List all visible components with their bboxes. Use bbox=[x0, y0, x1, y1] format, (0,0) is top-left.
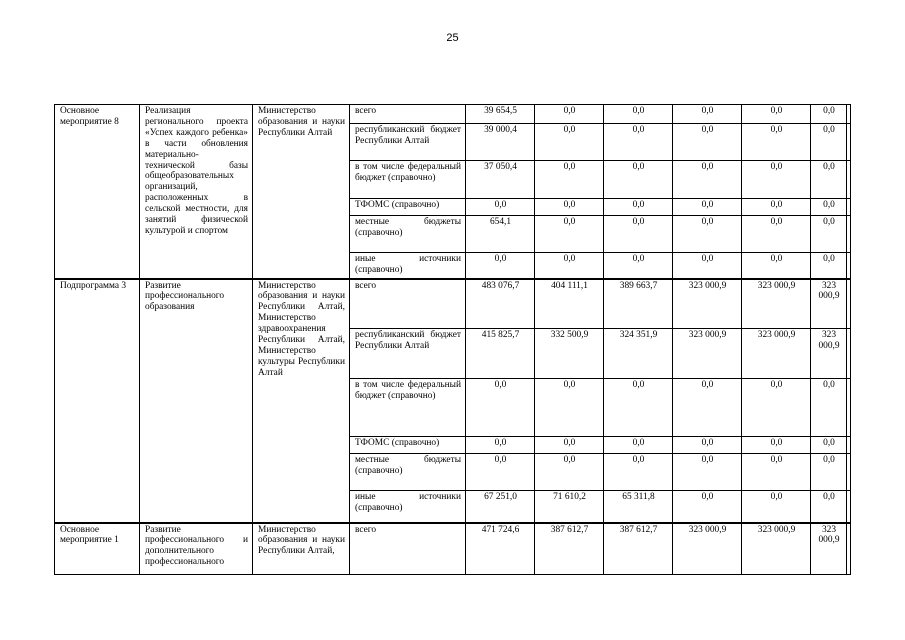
value-cell: 0,0 bbox=[811, 216, 847, 253]
value-cell: 0,0 bbox=[742, 124, 811, 161]
funding-source-cell: республиканский бюджет Республики Алтай bbox=[350, 124, 466, 161]
table-row bbox=[55, 279, 851, 329]
value-cell: 0,0 bbox=[742, 379, 811, 437]
value-cell: 0,0 bbox=[535, 124, 604, 161]
value-cell: 0,0 bbox=[673, 105, 742, 124]
value-cell: 0,0 bbox=[811, 161, 847, 199]
value-cell: 323 000,9 bbox=[673, 329, 742, 379]
spacer-cell bbox=[847, 253, 851, 279]
spacer-cell bbox=[847, 161, 851, 199]
value-cell: 0,0 bbox=[811, 199, 847, 216]
value-cell: 0,0 bbox=[466, 199, 535, 216]
executor-cell: Министерство образования и науки Республики Алтай, bbox=[253, 523, 350, 575]
funding-source-cell: местные бюджеты (справочно) bbox=[350, 216, 466, 253]
spacer-cell bbox=[847, 329, 851, 379]
value-cell: 323 000,9 bbox=[673, 279, 742, 329]
page-number: 25 bbox=[446, 32, 459, 44]
program-name-cell: Реализация регионального проекта «Успех каждого ребенка» в части обновления материально-технической базы общеобразовательных организаций, расположенных в сельской местности, для занятий физической культурой и спортом bbox=[140, 105, 253, 279]
value-cell: 0,0 bbox=[466, 253, 535, 279]
value-cell: 0,0 bbox=[673, 161, 742, 199]
value-cell: 0,0 bbox=[604, 437, 673, 454]
spacer-cell bbox=[847, 437, 851, 454]
value-cell: 0,0 bbox=[742, 199, 811, 216]
value-cell: 0,0 bbox=[811, 379, 847, 437]
value-cell: 0,0 bbox=[673, 124, 742, 161]
funding-source-cell: республиканский бюджет Республики Алтай bbox=[350, 329, 466, 379]
program-code-cell: Основное мероприятие 8 bbox=[55, 105, 140, 279]
table-row bbox=[55, 105, 851, 124]
funding-source-cell: всего bbox=[350, 105, 466, 124]
spacer-cell bbox=[847, 454, 851, 491]
value-cell: 0,0 bbox=[742, 454, 811, 491]
value-cell: 0,0 bbox=[742, 216, 811, 253]
value-cell: 0,0 bbox=[466, 379, 535, 437]
value-cell: 0,0 bbox=[742, 161, 811, 199]
funding-source-cell: в том числе федеральный бюджет (справочно) bbox=[350, 379, 466, 437]
value-cell: 323 000,9 bbox=[742, 329, 811, 379]
value-cell: 324 351,9 bbox=[604, 329, 673, 379]
executor-cell: Министерство образования и науки Республики Алтай bbox=[253, 105, 350, 279]
spacer-cell bbox=[847, 124, 851, 161]
value-cell: 0,0 bbox=[604, 379, 673, 437]
value-cell: 0,0 bbox=[673, 199, 742, 216]
program-code-cell: Подпрограмма 3 bbox=[55, 279, 140, 523]
value-cell: 37 050,4 bbox=[466, 161, 535, 199]
value-cell: 0,0 bbox=[535, 253, 604, 279]
value-cell: 654,1 bbox=[466, 216, 535, 253]
value-cell: 387 612,7 bbox=[535, 523, 604, 575]
value-cell: 0,0 bbox=[604, 124, 673, 161]
value-cell: 323 000,9 bbox=[742, 279, 811, 329]
value-cell: 0,0 bbox=[604, 105, 673, 124]
funding-source-cell: местные бюджеты (справочно) bbox=[350, 454, 466, 491]
value-cell: 0,0 bbox=[673, 216, 742, 253]
value-cell: 323 000,9 bbox=[811, 523, 847, 575]
spacer-cell bbox=[847, 379, 851, 437]
value-cell: 0,0 bbox=[673, 379, 742, 437]
value-cell: 65 311,8 bbox=[604, 491, 673, 523]
program-name-cell: Развитие профессионального образования bbox=[140, 279, 253, 523]
value-cell: 0,0 bbox=[673, 253, 742, 279]
spacer-cell bbox=[847, 105, 851, 124]
budget-table bbox=[54, 104, 851, 575]
value-cell: 0,0 bbox=[673, 454, 742, 491]
value-cell: 323 000,9 bbox=[673, 523, 742, 575]
value-cell: 0,0 bbox=[535, 161, 604, 199]
value-cell: 0,0 bbox=[604, 253, 673, 279]
value-cell: 0,0 bbox=[535, 199, 604, 216]
value-cell: 389 663,7 bbox=[604, 279, 673, 329]
value-cell: 0,0 bbox=[811, 253, 847, 279]
spacer-cell bbox=[847, 491, 851, 523]
value-cell: 0,0 bbox=[466, 437, 535, 454]
executor-cell: Министерство образования и науки Республики Алтай, Министерство здравоохранения Республики Алтай, Министерство культуры Республики Алтай bbox=[253, 279, 350, 523]
value-cell: 323 000,9 bbox=[811, 329, 847, 379]
value-cell: 387 612,7 bbox=[604, 523, 673, 575]
value-cell: 0,0 bbox=[811, 491, 847, 523]
value-cell: 332 500,9 bbox=[535, 329, 604, 379]
value-cell: 67 251,0 bbox=[466, 491, 535, 523]
value-cell: 0,0 bbox=[742, 491, 811, 523]
value-cell: 323 000,9 bbox=[811, 279, 847, 329]
value-cell: 0,0 bbox=[535, 379, 604, 437]
value-cell: 0,0 bbox=[535, 437, 604, 454]
value-cell: 0,0 bbox=[535, 216, 604, 253]
value-cell: 0,0 bbox=[742, 253, 811, 279]
value-cell: 71 610,2 bbox=[535, 491, 604, 523]
value-cell: 0,0 bbox=[466, 454, 535, 491]
spacer-cell bbox=[847, 279, 851, 329]
spacer-cell bbox=[847, 523, 851, 575]
funding-source-cell: иные источники (справочно) bbox=[350, 253, 466, 279]
value-cell: 323 000,9 bbox=[742, 523, 811, 575]
funding-source-cell: ТФОМС (справочно) bbox=[350, 199, 466, 216]
value-cell: 0,0 bbox=[535, 105, 604, 124]
value-cell: 39 000,4 bbox=[466, 124, 535, 161]
table-row bbox=[55, 523, 851, 575]
funding-source-cell: всего bbox=[350, 279, 466, 329]
value-cell: 39 654,5 bbox=[466, 105, 535, 124]
value-cell: 471 724,6 bbox=[466, 523, 535, 575]
funding-source-cell: иные источники (справочно) bbox=[350, 491, 466, 523]
value-cell: 0,0 bbox=[811, 437, 847, 454]
value-cell: 415 825,7 bbox=[466, 329, 535, 379]
program-code-cell: Основное мероприятие 1 bbox=[55, 523, 140, 575]
funding-source-cell: всего bbox=[350, 523, 466, 575]
value-cell: 0,0 bbox=[811, 105, 847, 124]
spacer-cell bbox=[847, 216, 851, 253]
value-cell: 0,0 bbox=[742, 437, 811, 454]
spacer-cell bbox=[847, 199, 851, 216]
value-cell: 0,0 bbox=[604, 454, 673, 491]
value-cell: 0,0 bbox=[604, 199, 673, 216]
value-cell: 0,0 bbox=[673, 491, 742, 523]
funding-source-cell: в том числе федеральный бюджет (справочно) bbox=[350, 161, 466, 199]
value-cell: 0,0 bbox=[604, 161, 673, 199]
value-cell: 483 076,7 bbox=[466, 279, 535, 329]
value-cell: 0,0 bbox=[673, 437, 742, 454]
value-cell: 0,0 bbox=[742, 105, 811, 124]
value-cell: 0,0 bbox=[811, 124, 847, 161]
value-cell: 0,0 bbox=[604, 216, 673, 253]
value-cell: 404 111,1 bbox=[535, 279, 604, 329]
value-cell: 0,0 bbox=[811, 454, 847, 491]
funding-source-cell: ТФОМС (справочно) bbox=[350, 437, 466, 454]
value-cell: 0,0 bbox=[535, 454, 604, 491]
program-name-cell: Развитие профессионального и дополнительного профессионального bbox=[140, 523, 253, 575]
